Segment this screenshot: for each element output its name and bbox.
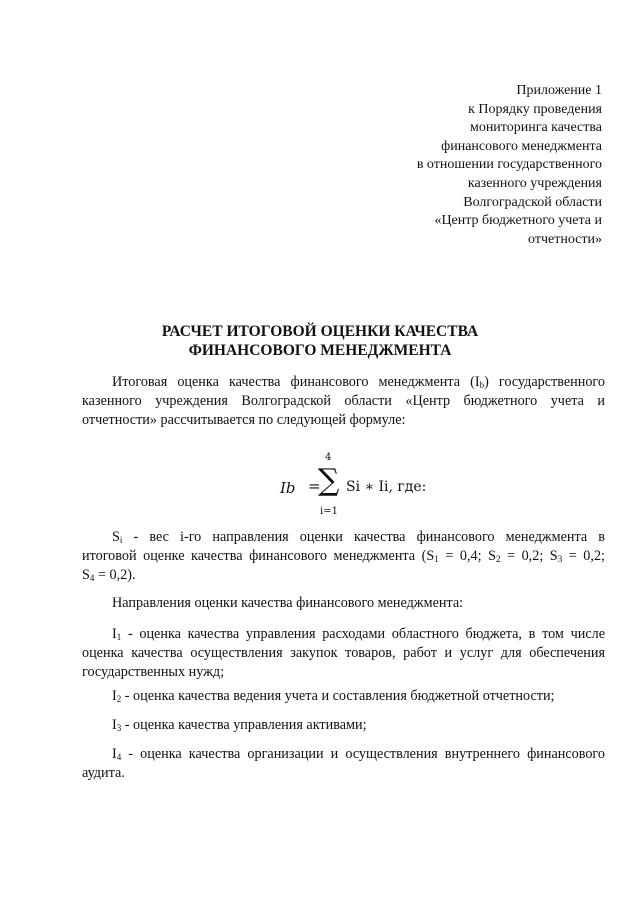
si-line-3: $S_4 = 0,2$). bbox=[82, 567, 136, 583]
appendix-line: в отношении государственного bbox=[416, 157, 602, 173]
i4-line-1: $I_4$ - оценка качества организации и осуществления внутреннего финансового bbox=[112, 746, 605, 762]
formula-equals: = bbox=[308, 477, 321, 495]
title-line-2: ФИНАНСОВОГО МЕНЕДЖМЕНТА bbox=[188, 342, 452, 359]
direction-i1 bbox=[82, 625, 605, 682]
appendix-line: Волгоградской области bbox=[463, 194, 602, 210]
si-definition bbox=[82, 528, 605, 585]
formula-body: Si ∗ Ii, где: bbox=[346, 479, 427, 495]
i4-line-2: аудита. bbox=[82, 765, 125, 781]
appendix-line: отчетности» bbox=[528, 231, 602, 247]
intro-line-3: отчетности» рассчитывается по следующей формуле: bbox=[82, 412, 406, 428]
document-title bbox=[0, 322, 640, 360]
title-line-1: РАСЧЕТ ИТОГОВОЙ ОЦЕНКИ КАЧЕСТВА bbox=[161, 323, 479, 340]
direction-i2: $I_2$ - оценка качества ведения учета и составления бюджетной отчетности; bbox=[112, 688, 555, 704]
si-line-2: итоговой оценке качества финансового менеджмента ($S_1 = 0,4$; $S_2 = 0,2$; $S_3 = 0,2$; bbox=[82, 548, 605, 564]
appendix-line: финансового менеджмента bbox=[441, 138, 602, 154]
i1-line-2: оценка качества осуществления закупок товаров, работ и услуг для обеспечения bbox=[82, 645, 605, 661]
formula-lhs: Ib bbox=[280, 479, 296, 497]
i1-line-3: государственных нужд; bbox=[82, 664, 225, 680]
appendix-line: мониторинга качества bbox=[469, 120, 602, 136]
appendix-line: Приложение 1 bbox=[516, 83, 602, 98]
direction-i3: $I_3$ - оценка качества управления активами; bbox=[112, 717, 367, 733]
formula-lower-limit: i=1 bbox=[320, 506, 338, 517]
formula-upper-limit: 4 bbox=[325, 452, 332, 463]
appendix-line: к Порядку проведения bbox=[468, 101, 602, 117]
direction-i4 bbox=[82, 745, 605, 783]
formula bbox=[280, 452, 460, 522]
directions-heading: Направления оценки качества финансового менеджмента: bbox=[112, 595, 464, 611]
appendix-line: казенного учреждения bbox=[467, 175, 602, 191]
intro-paragraph bbox=[82, 373, 605, 430]
summation-symbol: ∑ bbox=[318, 463, 340, 498]
i1-line-1: $I_1$ - оценка качества управления расходами областного бюджета, в том числе bbox=[112, 626, 605, 642]
intro-line-1: Итоговая оценка качества финансового менеджмента $(I_b)$ государственного bbox=[112, 374, 605, 390]
intro-line-2: казенного учреждения Волгоградской области «Центр бюджетного учета и bbox=[82, 393, 605, 409]
si-line-1: $S_i$ - вес i-го направления оценки качества финансового менеджмента в bbox=[112, 529, 605, 545]
appendix-header bbox=[342, 82, 602, 249]
appendix-line: «Центр бюджетного учета и bbox=[434, 213, 602, 229]
